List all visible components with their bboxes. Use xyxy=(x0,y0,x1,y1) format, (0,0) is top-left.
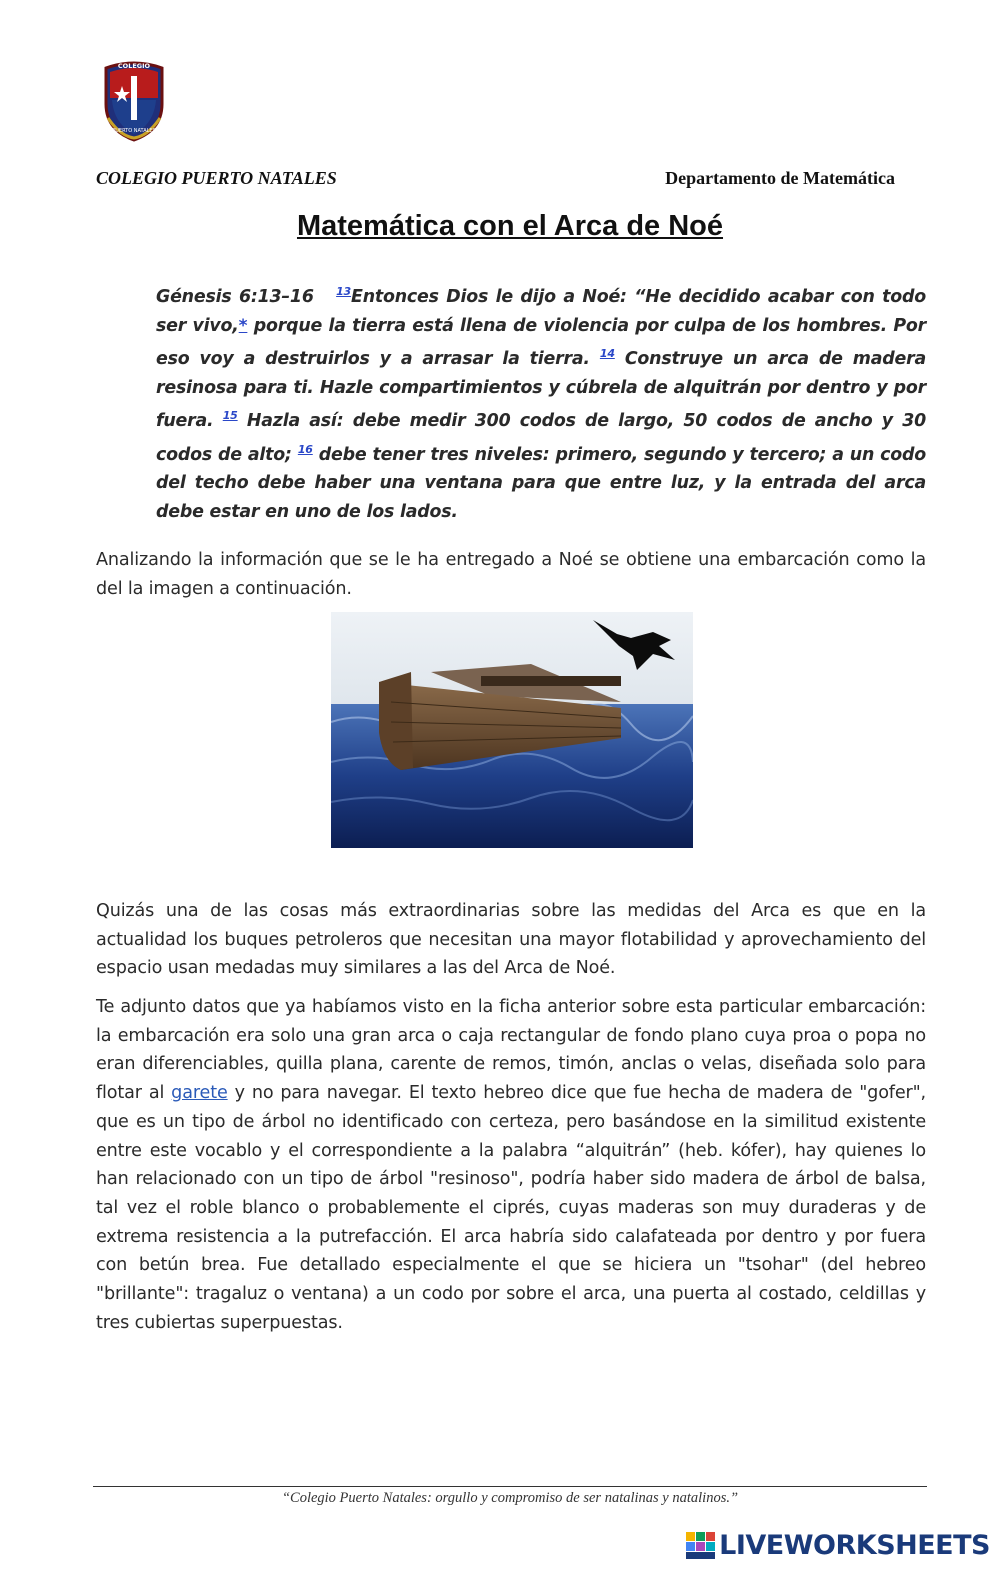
footnote-14-link[interactable]: 14 xyxy=(599,347,615,361)
asterisk-footnote-link[interactable]: * xyxy=(238,315,248,336)
paragraph-ark-details xyxy=(96,993,926,1337)
department-name: Departamento de Matemática xyxy=(665,168,895,188)
paragraph-text: Te adjunto datos que ya habíamos visto en la ficha anterior sobre esta particular embarcación: la embarcación era solo una gran arca o caja rectangular de fondo plano cuya proa o popa no eran diferenciables, quilla plana, carente de remos, timón, anclas o velas, diseñada solo para flotar al xyxy=(96,997,926,1104)
footer-divider xyxy=(93,1486,927,1487)
garete-link[interactable]: garete xyxy=(171,1083,228,1104)
liveworksheets-logo-icon xyxy=(686,1532,716,1560)
svg-text:COLEGIO: COLEGIO xyxy=(117,62,151,70)
footnote-15-link[interactable]: 15 xyxy=(222,409,238,423)
verse-text: porque la tierra está llena de violencia por culpa de los hombres. Por eso voy a destruirlos y a arrasar la tierra. xyxy=(156,315,926,369)
verse-text: debe tener tres niveles: primero, segundo y tercero; a un codo del techo debe haber una ventana para que entre luz, y la entrada del arca debe estar en uno de los lados. xyxy=(156,444,927,523)
footnote-13-link[interactable]: 13 xyxy=(336,285,352,298)
paragraph-oil-tankers: Quizás una de las cosas más extraordinarias sobre las medidas del Arca es que en la actualidad los buques petroleros que necesitan una mayor flotabilidad y aprovechamiento del espacio usan medadas muy similares a las del Arca de Noé. xyxy=(96,901,926,979)
page-title: Matemática con el Arca de Noé xyxy=(296,210,724,242)
verse-text: Construye un arca de madera resinosa para ti. Hazle compartimientos y cúbrela de alquitrán por dentro y por fuera. xyxy=(156,349,926,432)
liveworksheets-watermark[interactable] xyxy=(686,1530,990,1561)
verse-reference: Génesis 6:13–16 xyxy=(156,286,314,307)
school-logo xyxy=(100,58,168,142)
verse-text: Entonces Dios le dijo a Noé: “He decidido acabar con todo ser vivo, xyxy=(156,286,926,336)
noahs-ark-image xyxy=(331,612,693,848)
svg-text:PUERTO NATALES: PUERTO NATALES xyxy=(112,128,156,134)
footer-motto: “Colegio Puerto Natales: orgullo y compromiso de ser natalinas y natalinos.” xyxy=(281,1490,739,1506)
paragraph-analysis: Analizando la información que se le ha entregado a Noé se obtiene una embarcación como la del la imagen a continuación. xyxy=(96,550,926,599)
bible-verse-block xyxy=(156,278,926,527)
paragraph-text: y no para navegar. El texto hebreo dice que fue hecha de madera de "gofer", que es un tipo de árbol no identificado con certeza, pero basándose en la similitud existente entre este vocablo y el correspondiente a la palabra “alquitrán” (heb. kófer), hay quienes lo han relacionado con un tipo de árbol "resinoso", podría haber sido madera de árbol de balsa, tal vez el roble blanco o probablemente el ciprés, cuyas maderas son muy duraderas y de extrema resistencia a la putrefacción. El arca habría sido calafateada por dentro y por fuera con betún brea. Fue detallado especialmente el que se hiciera un "tsohar" (del hebreo "brillante": tragaluz o ventana) a un codo por sobre el arca, una puerta al costado, celdillas y tres cubiertas superpuestas. xyxy=(96,1083,926,1333)
footnote-16-link[interactable]: 16 xyxy=(297,442,313,456)
school-name: COLEGIO PUERTO NATALES xyxy=(96,168,337,188)
verse-text: Hazla así: debe medir 300 codos de largo, 50 codos de ancho y 30 codos de alto; xyxy=(156,411,926,465)
liveworksheets-text: LIVEWORKSHEETS xyxy=(719,1530,990,1561)
